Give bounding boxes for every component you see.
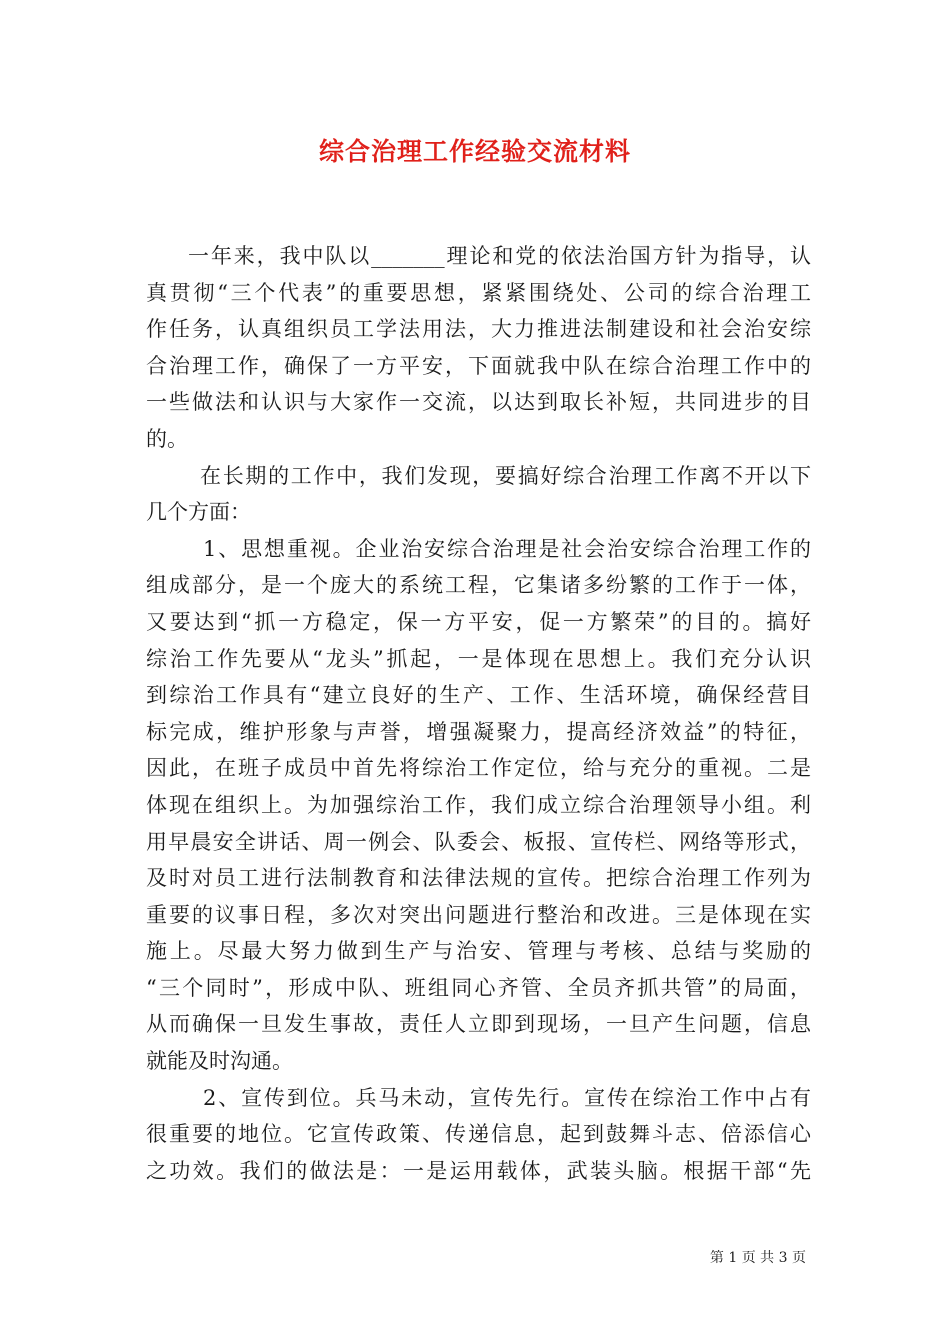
paragraph-line: 很重要的地位。它宣传政策、传递信息，起到鼓舞斗志、倍添信心 [146, 1122, 811, 1147]
paragraph-line: 一些做法和认识与大家作一交流，以达到取长补短，共同进步的目 [146, 390, 811, 415]
paragraph-line: 在长期的工作中，我们发现，要搞好综合治理工作离不开以下 [200, 463, 811, 488]
paragraph-line: “三个同时”，形成中队、班组同心齐管、全员齐抓共管”的局面， [146, 975, 811, 1000]
paragraph-line: 几个方面： [146, 500, 251, 525]
paragraph-line: 2、宣传到位。兵马未动，宣传先行。宣传在综治工作中占有 [203, 1085, 811, 1110]
paragraph-line: 施上。尽最大努力做到生产与治安、管理与考核、总结与奖励的 [146, 939, 811, 964]
paragraph-line: 一年来，我中队以_______理论和党的依法治国方针为指导，认 [188, 244, 811, 268]
paragraph-line: 作任务，认真组织员工学法用法，大力推进法制建设和社会治安综 [146, 317, 811, 342]
paragraph-line: 因此，在班子成员中首先将综治工作定位，给与充分的重视。二是 [146, 756, 811, 781]
paragraph-line: 综治工作先要从“龙头”抓起，一是体现在思想上。我们充分认识 [146, 646, 811, 671]
paragraph-line: 又要达到“抓一方稳定，保一方平安，促一方繁荣”的目的。搞好 [146, 609, 811, 634]
page-number-footer: 第 1 页 共 3 页 [709, 1250, 806, 1266]
paragraph-line: 合治理工作，确保了一方平安，下面就我中队在综合治理工作中的 [146, 353, 811, 378]
paragraph-line: 到综治工作具有“建立良好的生产、工作、生活环境，确保经营目 [146, 683, 811, 708]
paragraph-line: 用早晨安全讲话、周一例会、队委会、板报、宣传栏、网络等形式， [146, 829, 811, 854]
document-body [146, 238, 811, 1189]
paragraph-line: 及时对员工进行法制教育和法律法规的宣传。把综合治理工作列为 [146, 866, 811, 891]
paragraph-line: 就能及时沟通。 [146, 1049, 293, 1074]
paragraph-line: 从而确保一旦发生事故，责任人立即到现场，一旦产生问题，信息 [146, 1012, 811, 1037]
paragraph-line: 1、思想重视。企业治安综合治理是社会治安综合治理工作的 [203, 536, 811, 561]
document-title: 综合治理工作经验交流材料 [318, 137, 631, 166]
paragraph-line: 的。 [146, 426, 188, 451]
paragraph-line: 标完成，维护形象与声誉，增强凝聚力，提高经济效益”的特征， [146, 719, 811, 744]
paragraph-line: 之功效。我们的做法是：一是运用载体，武装头脑。根据干部“先 [146, 1158, 811, 1183]
paragraph-line: 体现在组织上。为加强综治工作，我们成立综合治理领导小组。利 [146, 792, 811, 817]
paragraph-line: 重要的议事日程，多次对突出问题进行整治和改进。三是体现在实 [146, 902, 811, 927]
paragraph-line: 真贯彻“三个代表”的重要思想，紧紧围绕处、公司的综合治理工 [146, 280, 811, 305]
paragraph-line: 组成部分，是一个庞大的系统工程，它集诸多纷繁的工作于一体， [146, 573, 811, 598]
